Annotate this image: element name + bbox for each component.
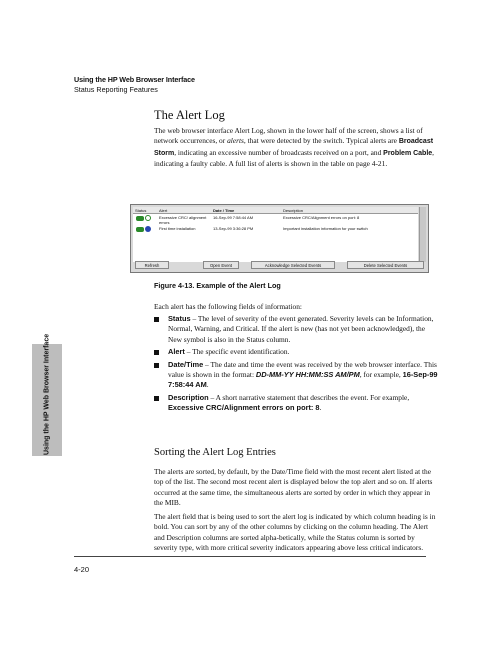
intro-paragraph: The web browser interface Alert Log, shown in the lower half of the screen, shows a list of network occurrences, or alerts, that were detected by the switch. Typical alerts are Broadcast Storm, indicating an excessive number of broadcasts received on a port, and Problem Cable, indicating a faulty cable. A full list of alerts is shown in the table on page 4-21. [154,126,435,169]
col-alert[interactable]: Alert [159,208,168,213]
acknowledge-events-button[interactable]: Acknowledge Selected Events [251,261,335,269]
sorting-paragraph-1: The alerts are sorted, by default, by the Date/Time field with the most recent alert listed at the top of the list. The second most recent alert is displayed below the top alert and so on. If alerts occurred at the same time, the simultaneous alerts are sorted by order in which they appear in the MIB. [154,467,433,508]
normal-status-icon [145,215,151,221]
bullet-icon [154,317,159,322]
alert-log-buttons [133,261,426,270]
side-tab-label: Using the HP Web Browser Interface [43,333,51,455]
bullet-icon [154,396,159,401]
vertical-scrollbar[interactable] [419,207,426,262]
new-symbol-icon [136,216,144,221]
col-datetime[interactable]: Date / Time [213,208,235,213]
delete-events-button[interactable]: Delete Selected Events [347,261,424,269]
open-event-button[interactable]: Open Event [203,261,239,269]
sorting-paragraph-2: The alert field that is being used to sort the alert log is indicated by which column heading is in bold. You can sort by any of the other columns by clicking on the column heading. The Alert and Description columns are sorted alpha-betically, while the Status column is sorted by severity type, with more critical severity indicators appearing above less critical indicators. [154,512,436,553]
running-head-section: Status Reporting Features [74,85,158,94]
alert-description: Excessive CRC/Alignment errors on port: 8 [283,215,360,220]
running-head-chapter: Using the HP Web Browser Interface [74,75,195,84]
date-example: 16-Sep-99 7:58:44 AM [168,370,438,390]
footer-rule [74,556,426,557]
fields-intro: Each alert has the following fields of information: [154,302,302,311]
alert-datetime: 13-Sep-99 3:36:28 PM [213,226,254,231]
alert-description: Important installation information for your switch [283,226,368,231]
bullet-icon [154,350,159,355]
alert-list [133,214,418,262]
description-example: Excessive CRC/Alignment errors on port: 8 [168,403,320,413]
col-status[interactable]: Status [135,208,147,213]
page-number: 4-20 [74,565,90,574]
alert-datetime: 16-Sep-99 7:58:44 AM [213,215,254,220]
col-description[interactable]: Description [283,208,304,213]
alert-row[interactable] [133,226,418,237]
section-title: The Alert Log [154,108,225,122]
list-item: Status – The level of severity of the event generated. Severity levels can be Information, Normal, Warning, and Critical. If the alert is new (has not yet been acknowledged), the New symbol is also in the Status column. [154,314,439,345]
refresh-button[interactable]: Refresh [135,261,169,269]
bullet-icon [154,363,159,368]
chapter-side-tab [32,333,62,456]
alert-name: Excessive CRC/ alignment errors [159,215,207,225]
term-broadcast-storm: Broadcast Storm [154,138,434,157]
fields-list [154,314,439,416]
alert-log-screenshot [130,204,429,273]
subsection-title: Sorting the Alert Log Entries [154,447,276,458]
alert-row[interactable] [133,215,418,226]
list-item: Alert – The specific event identification. [154,347,439,357]
date-format: DD-MM-YY HH:MM:SS AM/PM [255,370,360,380]
new-symbol-icon [136,227,144,232]
figure-caption: Figure 4-13. Example of the Alert Log [154,281,281,290]
term-problem-cable: Problem Cable [383,149,433,157]
alert-name: First time installation [159,226,196,231]
list-item: Date/Time – The date and time the event was received by the web browser interface. This value is shown in the format: DD-MM-YY HH:MM:SS AM/PM, for example, 16-Sep-99 7:58:44 AM. [154,360,439,391]
alert-log-header [133,207,418,214]
list-item: Description – A short narrative statement that describes the event. For example, Excessive CRC/Alignment errors on port: 8. [154,393,439,414]
running-head [74,75,195,95]
information-status-icon [145,226,151,232]
